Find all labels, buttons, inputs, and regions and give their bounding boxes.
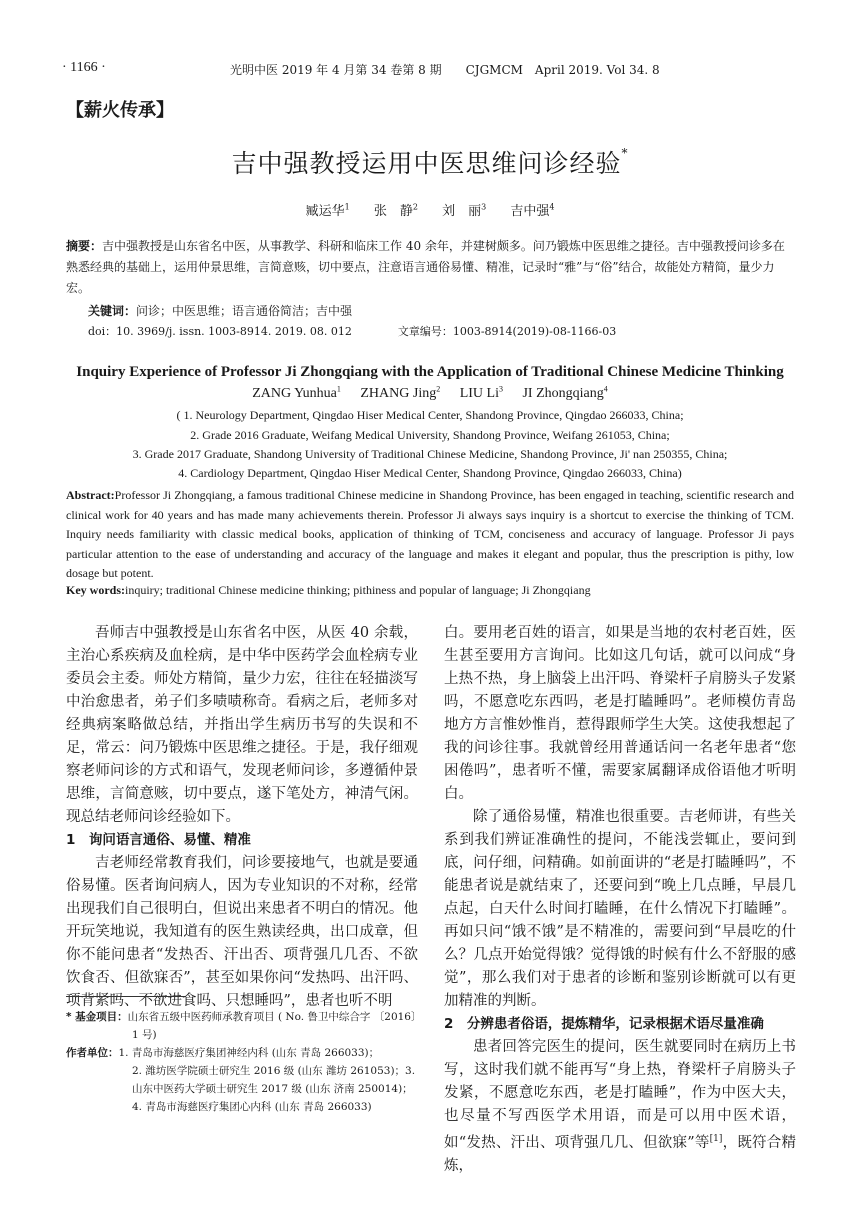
article-number: 文章编号：1003-8914(2019)-08-1166-03 xyxy=(397,325,617,338)
body-paragraph: 患者回答完医生的提问，医生就要同时在病历上书写，这时我们就不能再写“身上热，脊梁杆子肩膀头子发紧，不愿意吃东西，老是打瞌睡”，作为中医大夫，也尽量不写西医学术用语，而是可以用中医术语，如“发热、汗出、项背强几几、但欲寐”等[1]，既符合精炼， xyxy=(444,1039,797,1174)
keywords-cn-text: 问诊；中医思维；语言通俗简洁；吉中强 xyxy=(136,304,353,318)
fund-footnote: * 基金项目：山东省五级中医药师承教育项目 ( No. 鲁卫中综合字 〔2016〕1 号) xyxy=(66,1011,417,1041)
body-paragraph: 吉老师经常教育我们，问诊要接地气，也就是要通俗易懂。医者询问病人，因为专业知识的不对称，经常出现我们自己很明白，但说出来患者不明白的情况。他开玩笑地说，我知道有的医生熟读经典，出口成章，但你不能问患者“发热否、汗出否、项背强几几否、不欲饮食否、但欲寐否”，甚至如果你问“发热吗、出汗吗、项背紧吗、不欲进食吗、只想睡吗”，患者也听不明 xyxy=(66,855,418,1009)
body-paragraph: 吾师吉中强教授是山东省名中医，从医 40 余载，主治心系疾病及血栓病，是中华中医药学会血栓病专业委员会主委。师处方精简，量少力宏，往往在轻描淡写中治愈患者，弟子们多啧啧称奇。看病之后，老师多对经典病案略做总结，并指出学生病历书写的失误和不足，常云：问乃锻炼中医思维之捷径。于是，我仔细观察老师问诊的方式和语气，发现老师问诊，多遵循仲景思维，言简意赅，切中要点，遂下笔处方，神清气闲。现总结老师问诊经验如下。 xyxy=(66,625,418,825)
abstract-en-text: Professor Ji Zhongqiang, a famous traditional Chinese medicine in Shandong Province, has been engaged in teaching, scientific research and clinical work for 40 years and has made many achievements therein. Professor Ji always says inquiry is a shortcut to exercise the thinking of TCM. Inquiry needs familiarity with classic medical books, application of thinking of TCM, conciseness and accuracy of language. Professor Ji pays particular attention to the ease of understanding and accuracy of the language and makes it elegant and popular, thus the prescription is pithy, low dosage but potent. xyxy=(66,488,794,580)
author-cn: 吉中强$^4$ xyxy=(510,202,555,219)
section-tag: 【薪火传承】 xyxy=(66,100,174,121)
author-cn: 刘 丽$^3$ xyxy=(442,202,487,219)
author-en: ZANG Yunhua$^1$ xyxy=(252,384,341,401)
keywords-en-text: inquiry; traditional Chinese medicine thinking; pithiness and popular of language; Ji Zhongqiang xyxy=(125,583,591,597)
affiliation-en: 3. Grade 2017 Graduate, Shandong University of Traditional Chinese Medicine, Shandong Province, Ji' nan 250355, China; xyxy=(132,447,728,461)
keywords-cn-label: 关键词： xyxy=(88,304,137,318)
footnote-divider xyxy=(66,996,186,997)
keywords-en xyxy=(66,583,591,598)
article-title xyxy=(0,144,860,180)
author-affiliation-line: 4. 青岛市海慈医疗集团心内科 (山东 青岛 266033) xyxy=(132,1101,372,1113)
abstract-cn xyxy=(66,236,794,299)
authors-en xyxy=(0,384,860,402)
author-affiliation-line: 山东中医药大学硕士研究生 2017 级 (山东 济南 250014)； xyxy=(132,1083,413,1095)
author-en: JI Zhongqiang$^4$ xyxy=(522,384,608,401)
authors-cn xyxy=(0,200,860,219)
body-paragraph: 除了通俗易懂，精准也很重要。吉老师讲，有些关系到我们辨证准确性的提问，不能浅尝辄止，要问到底，问仔细，问精确。如前面讲的“老是打瞌睡吗”，不能患者说是就结束了，还要问到“晚上几点睡，早晨几点起，白天什么时间打瞌睡，在什么情况下打瞌睡”。再如只问“饿不饿”是不精准的，需要问到“早晨吃的什么？几点开始觉得饿？觉得饿的时候有什么不舒服的感觉”，那么我们对于患者的诊断和鉴别诊断就可以有更加精准的判断。 xyxy=(444,809,796,1009)
author-cn: 张 静$^2$ xyxy=(373,202,418,219)
section-heading: 2 分辨患者俗语，提炼精华，记录根据术语尽量准确 xyxy=(444,1016,764,1032)
body-column-left xyxy=(66,622,418,1013)
keywords-cn xyxy=(88,302,352,319)
affiliation-en: 4. Cardiology Department, Qingdao Hiser Medical Center, Shandong Province, Qingdao 266033, China) xyxy=(178,466,682,480)
title-en: Inquiry Experience of Professor Ji Zhongqiang with the Application of Traditional Chinese Medicine Thinking xyxy=(76,364,784,380)
running-header xyxy=(62,58,798,82)
body-column-right xyxy=(444,622,796,1178)
affiliation-en: ( 1. Neurology Department, Qingdao Hiser Medical Center, Shandong Province, Qingdao 266033, China; xyxy=(176,408,684,422)
abstract-cn-label: 摘要： xyxy=(66,239,103,253)
author-en: ZHANG Jing$^2$ xyxy=(360,384,441,401)
title-footnote-mark: * xyxy=(621,146,629,160)
affiliation-en: 2. Grade 2016 Graduate, Weifang Medical University, Shandong Province, Weifang 261053, China; xyxy=(190,428,670,442)
section-heading: 1 询问语言通俗、易懂、精准 xyxy=(66,832,251,848)
keywords-en-label: Key words: xyxy=(66,583,125,597)
article-title-text: 吉中强教授运用中医思维问诊经验 xyxy=(231,149,622,178)
footnotes xyxy=(66,1008,418,1116)
abstract-en-label: Abstract: xyxy=(66,488,115,502)
abstract-cn-text: 吉中强教授是山东省名中医，从事教学、科研和临床工作 40 余年，并建树颇多。问乃锻炼中医思维之捷径。吉中强教授问诊多在熟悉经典的基础上，运用仲景思维，言简意赅，切中要点，注意语言通俗易懂、精准，记录时“雅”与“俗”结合，故能处方精简，量少力宏。 xyxy=(66,239,785,295)
body-paragraph: 白。要用老百姓的语言，如果是当地的农村老百姓，医生甚至要用方言询问。比如这几句话，就可以问成“身上热不热，身上脑袋上出汗吗、脊梁杆子肩膀头子发紧吗，不愿意吃东西吗，老是打瞌睡吗”。老师模仿青岛地方方言惟妙惟肖，惹得跟师学生大笑。这使我想起了我的问诊往事。我就曾经用普通话问一名老年患者“您困倦吗”，患者听不懂，需要家属翻译成俗语他才听明白。 xyxy=(444,625,796,802)
doi: doi：10. 3969/j. issn. 1003-8914. 2019. 08. 012 xyxy=(88,325,352,338)
author-affiliation-line: 2. 潍坊医学院硕士研究生 2016 级 (山东 潍坊 261053)；3. xyxy=(132,1065,416,1077)
author-cn: 臧运华$^1$ xyxy=(305,202,350,219)
abstract-en xyxy=(66,486,794,584)
doi-line xyxy=(88,323,616,339)
author-affiliation-footnote: 作者单位：1. 青岛市海慈医疗集团神经内科 (山东 青岛 266033)； xyxy=(66,1047,380,1059)
author-en: LIU Li$^3$ xyxy=(459,384,503,401)
journal-info: 光明中医 2019 年 4 月第 34 卷第 8 期 CJGMCM April 2019. Vol 34. 8 xyxy=(230,63,660,77)
citation-ref[interactable]: [1] xyxy=(709,1134,723,1144)
page-number: · 1166 · xyxy=(62,60,106,75)
